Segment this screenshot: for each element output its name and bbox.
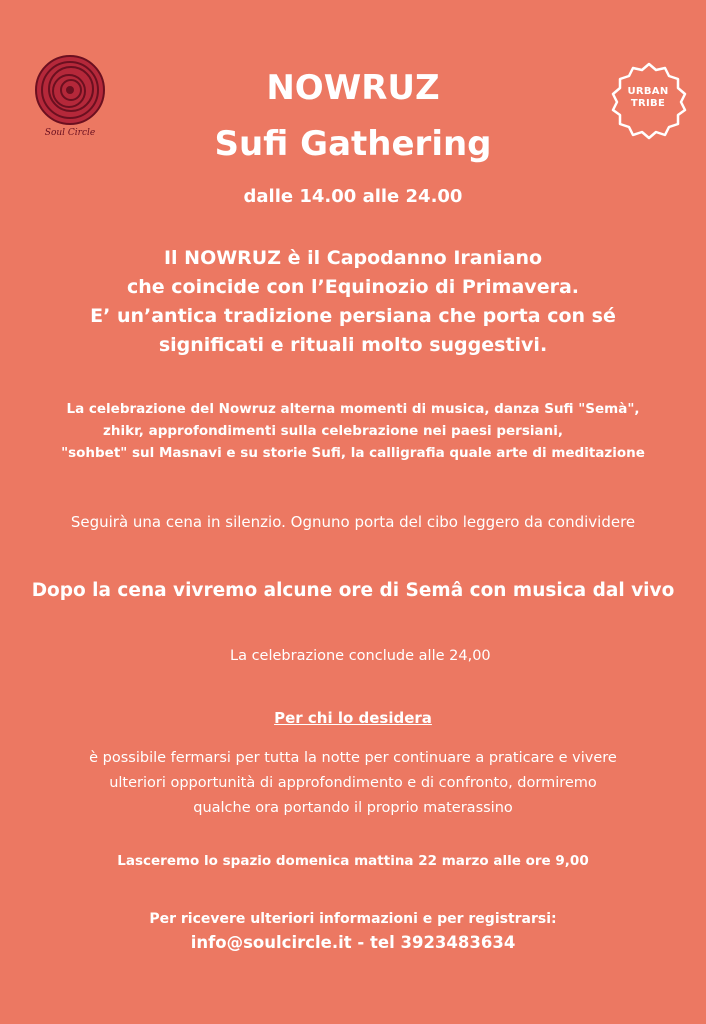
contact-details: info@soulcircle.it - tel 3923483634 — [190, 933, 516, 952]
departure-note: Lasceremo lo spazio domenica mattina 22 marzo alle ore 9,00 — [117, 853, 589, 869]
intro-line: che coincide con l’Equinozio di Primavera. — [127, 276, 579, 298]
dinner-note: Seguirà una cena in silenzio. Ognuno porta del cibo leggero da condividere — [70, 513, 636, 531]
conclusion-note: La celebrazione conclude alle 24,00 — [230, 648, 491, 664]
intro-line: significati e rituali molto suggestivi. — [158, 334, 548, 356]
page-subtitle: Sufi Gathering — [214, 124, 492, 164]
celebration-paragraph — [0, 398, 706, 464]
intro-line: E’ un’antica tradizione persiana che porta con sé — [90, 305, 616, 327]
urban-tribe-line1: URBAN — [627, 86, 669, 97]
after-dinner-note: Dopo la cena vivremo alcune ore di Semâ con musica dal vivo — [31, 580, 675, 601]
overnight-line: è possibile fermarsi per tutta la notte per continuare a praticare e vivere — [89, 750, 617, 766]
celebration-line: "sohbet" sul Masnavi e su storie Sufi, la calligrafia quale arte di meditazione — [61, 445, 645, 461]
celebration-line: zhikr, approfondimenti sulla celebrazione nei paesi persiani, — [103, 423, 563, 439]
urban-tribe-line2: TRIBE — [630, 98, 666, 109]
page-title: NOWRUZ — [266, 68, 440, 108]
celebration-line: La celebrazione del Nowruz alterna momenti di musica, danza Sufi "Semà", — [66, 401, 640, 417]
overnight-line: qualche ora portando il proprio materassino — [193, 800, 513, 816]
overnight-line: ulteriori opportunità di approfondimento e di confronto, dormiremo — [109, 775, 597, 791]
intro-line: Il NOWRUZ è il Capodanno Iraniano — [163, 247, 543, 269]
intro-paragraph — [0, 244, 706, 360]
event-time: dalle 14.00 alle 24.00 — [243, 186, 463, 207]
soul-circle-brand: Soul Circle — [44, 128, 96, 138]
overnight-paragraph — [0, 746, 706, 821]
overnight-heading: Per chi lo desidera — [274, 709, 432, 727]
contact-label: Per ricevere ulteriori informazioni e per registrarsi: — [149, 911, 557, 927]
